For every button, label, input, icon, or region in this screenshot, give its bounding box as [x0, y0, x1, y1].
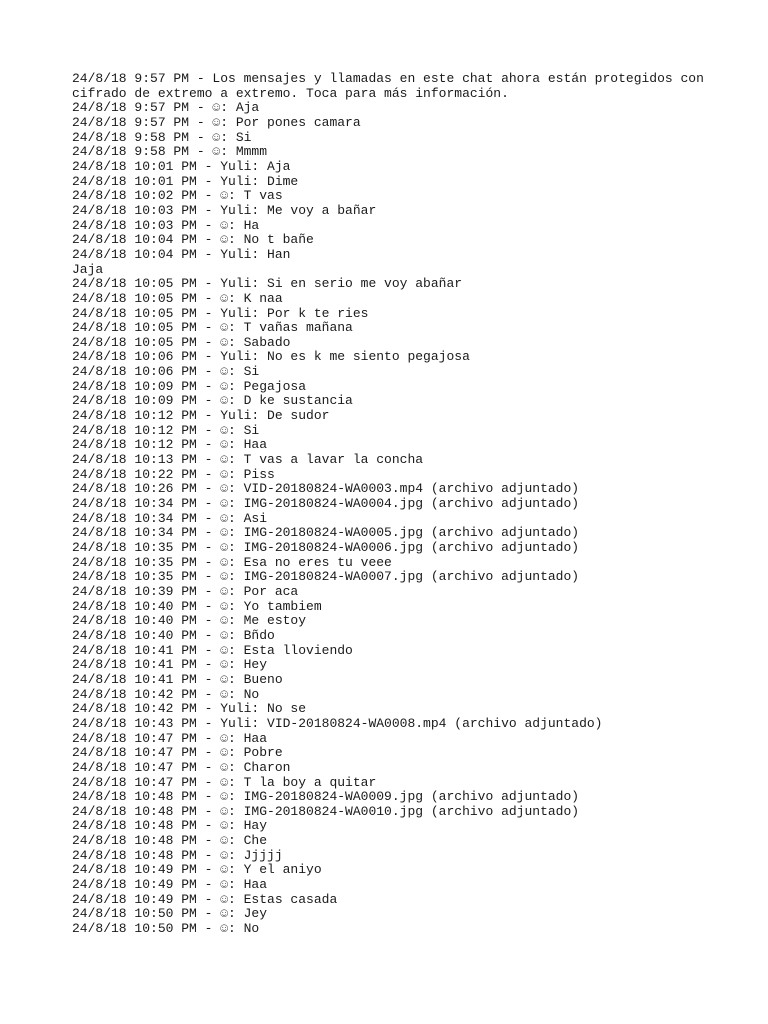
transcript-line: 24/8/18 10:05 PM - ☺: K naa: [72, 290, 283, 306]
transcript-line: 24/8/18 10:48 PM - ☺: Jjjjj: [72, 847, 283, 863]
transcript-line: 24/8/18 10:35 PM - ☺: IMG-20180824-WA0007.jpg (archivo adjuntado): [72, 569, 580, 585]
transcript-line: 24/8/18 10:12 PM - ☺: Si: [72, 422, 260, 438]
transcript-line: 24/8/18 10:48 PM - ☺: Hay: [72, 818, 268, 834]
transcript-line: 24/8/18 10:05 PM - ☺: Sabado: [72, 334, 291, 350]
chat-transcript: [72, 72, 732, 937]
transcript-line: 24/8/18 10:05 PM - ☺: T vañas mañana: [72, 320, 353, 336]
transcript-line: 24/8/18 10:41 PM - ☺: Bueno: [72, 671, 283, 687]
transcript-line: 24/8/18 10:35 PM - ☺: IMG-20180824-WA0006.jpg (archivo adjuntado): [72, 540, 580, 555]
transcript-line: 24/8/18 10:06 PM - Yuli: No es k me siento pegajosa: [72, 349, 470, 365]
transcript-line: 24/8/18 10:50 PM - ☺: Jey: [72, 906, 268, 922]
transcript-line: 24/8/18 10:47 PM - ☺: Pobre: [72, 745, 283, 761]
transcript-line: 24/8/18 10:35 PM - ☺: Esa no eres tu veee: [72, 554, 392, 570]
transcript-line: 24/8/18 9:57 PM - ☺: Aja: [72, 100, 260, 116]
transcript-line: Jaja: [72, 261, 104, 277]
transcript-line: 24/8/18 10:03 PM - Yuli: Me voy a bañar: [72, 202, 377, 218]
transcript-line: 24/8/18 10:39 PM - ☺: Por aca: [72, 583, 299, 599]
transcript-line: 24/8/18 10:34 PM - ☺: IMG-20180824-WA0005.jpg (archivo adjuntado): [72, 525, 580, 541]
transcript-line: 24/8/18 9:58 PM - ☺: Mmmm: [72, 144, 268, 160]
transcript-line: 24/8/18 10:49 PM - ☺: Estas casada: [72, 891, 338, 907]
transcript-line: 24/8/18 10:43 PM - Yuli: VID-20180824-WA0008.mp4 (archivo adjuntado): [72, 715, 603, 731]
transcript-line: 24/8/18 10:01 PM - Yuli: Aja: [72, 158, 291, 174]
transcript-line: 24/8/18 10:48 PM - ☺: Che: [72, 833, 268, 849]
transcript-line: 24/8/18 10:09 PM - ☺: D ke sustancia: [72, 393, 353, 409]
transcript-line: 24/8/18 10:06 PM - ☺: Si: [72, 364, 260, 380]
transcript-line: 24/8/18 10:05 PM - Yuli: Por k te ries: [72, 305, 369, 321]
transcript-line: 24/8/18 10:50 PM - ☺: No: [72, 921, 260, 937]
transcript-line: 24/8/18 10:13 PM - ☺: T vas a lavar la concha: [72, 452, 424, 468]
transcript-line: 24/8/18 10:22 PM - ☺: Piss: [72, 466, 275, 482]
transcript-line: 24/8/18 10:41 PM - ☺: Esta lloviendo: [72, 642, 353, 658]
transcript-line: 24/8/18 10:12 PM - ☺: Haa: [72, 437, 268, 453]
transcript-line: 24/8/18 9:57 PM - Los mensajes y llamadas en este chat ahora están protegidos con: [72, 71, 704, 86]
transcript-line: 24/8/18 9:57 PM - ☺: Por pones camara: [72, 114, 361, 130]
transcript-line: 24/8/18 10:47 PM - ☺: Charon: [72, 759, 291, 775]
transcript-line: 24/8/18 10:41 PM - ☺: Hey: [72, 657, 268, 673]
transcript-line: 24/8/18 10:49 PM - ☺: Y el aniyo: [72, 862, 322, 878]
transcript-line: 24/8/18 10:02 PM - ☺: T vas: [72, 188, 283, 204]
transcript-line: 24/8/18 10:26 PM - ☺: VID-20180824-WA0003.mp4 (archivo adjuntado): [72, 481, 580, 497]
transcript-line: 24/8/18 10:34 PM - ☺: Asi: [72, 510, 268, 526]
transcript-line: 24/8/18 10:42 PM - ☺: No: [72, 686, 260, 702]
transcript-line: 24/8/18 10:40 PM - ☺: Bñdo: [72, 627, 275, 643]
transcript-line: 24/8/18 9:58 PM - ☺: Si: [72, 129, 252, 145]
transcript-line: 24/8/18 10:42 PM - Yuli: No se: [72, 701, 307, 717]
transcript-line: 24/8/18 10:40 PM - ☺: Yo tambiem: [72, 598, 322, 614]
transcript-line: 24/8/18 10:04 PM - Yuli: Han: [72, 246, 291, 262]
transcript-line: 24/8/18 10:03 PM - ☺: Ha: [72, 217, 260, 233]
transcript-line: cifrado de extremo a extremo. Toca para más información.: [72, 85, 509, 101]
transcript-line: 24/8/18 10:12 PM - Yuli: De sudor: [72, 408, 330, 424]
transcript-line: 24/8/18 10:34 PM - ☺: IMG-20180824-WA0004.jpg (archivo adjuntado): [72, 496, 580, 512]
transcript-line: 24/8/18 10:48 PM - ☺: IMG-20180824-WA0009.jpg (archivo adjuntado): [72, 789, 580, 805]
transcript-line: 24/8/18 10:40 PM - ☺: Me estoy: [72, 613, 307, 629]
transcript-line: 24/8/18 10:49 PM - ☺: Haa: [72, 877, 268, 893]
transcript-line: 24/8/18 10:01 PM - Yuli: Dime: [72, 173, 299, 189]
transcript-line: 24/8/18 10:09 PM - ☺: Pegajosa: [72, 378, 307, 394]
transcript-line: 24/8/18 10:47 PM - ☺: T la boy a quitar: [72, 774, 377, 790]
transcript-line: 24/8/18 10:48 PM - ☺: IMG-20180824-WA0010.jpg (archivo adjuntado): [72, 803, 580, 819]
transcript-line: 24/8/18 10:04 PM - ☺: No t bañe: [72, 232, 314, 248]
transcript-line: 24/8/18 10:47 PM - ☺: Haa: [72, 730, 268, 746]
transcript-line: 24/8/18 10:05 PM - Yuli: Si en serio me voy abañar: [72, 276, 463, 292]
